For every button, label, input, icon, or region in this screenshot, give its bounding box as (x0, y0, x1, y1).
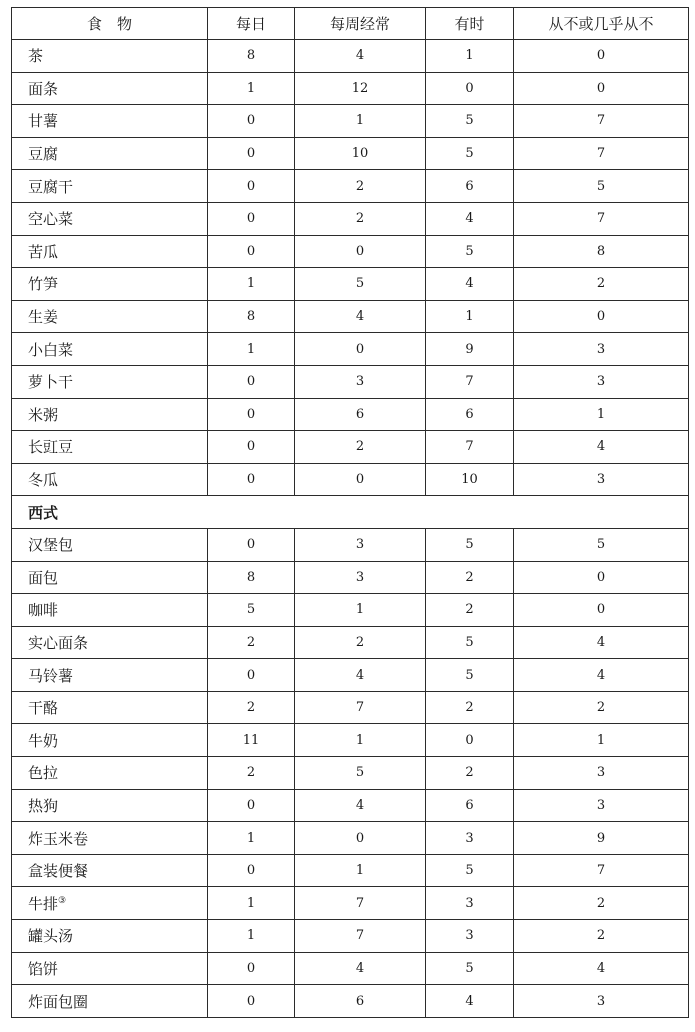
never-count-cell: 3 (514, 333, 689, 366)
table-row (12, 594, 689, 627)
daily-count-cell: 2 (208, 757, 295, 790)
table-row (12, 528, 689, 561)
section-row-western (12, 496, 689, 529)
sometimes-count-cell: 9 (426, 333, 514, 366)
table-row (12, 887, 689, 920)
food-name: 米粥 (28, 405, 59, 424)
sometimes-count-cell: 5 (426, 854, 514, 887)
sometimes-count-cell: 4 (426, 985, 514, 1018)
daily-count-cell: 8 (208, 40, 295, 73)
table-row (12, 431, 689, 464)
weekly-often-count-cell: 1 (295, 594, 426, 627)
food-name: 汉堡包 (28, 536, 74, 555)
table-row (12, 985, 689, 1018)
table-row (12, 789, 689, 822)
weekly-often-count-cell: 5 (295, 268, 426, 301)
table-row (12, 300, 689, 333)
food-name-cell (12, 137, 208, 170)
table-row (12, 40, 689, 73)
food-name: 长豇豆 (28, 438, 74, 457)
never-count-cell: 1 (514, 724, 689, 757)
food-name-cell (12, 300, 208, 333)
table-row (12, 463, 689, 496)
daily-count-cell: 0 (208, 952, 295, 985)
food-name-cell (12, 398, 208, 431)
sometimes-count-cell: 2 (426, 561, 514, 594)
daily-count-cell: 5 (208, 594, 295, 627)
never-count-cell: 2 (514, 268, 689, 301)
daily-count-cell: 0 (208, 137, 295, 170)
daily-count-cell: 1 (208, 822, 295, 855)
food-name-cell (12, 854, 208, 887)
weekly-often-count-cell: 2 (295, 626, 426, 659)
daily-count-cell: 8 (208, 561, 295, 594)
food-name-cell (12, 985, 208, 1018)
sometimes-count-cell: 0 (426, 72, 514, 105)
food-name-cell (12, 72, 208, 105)
never-count-cell: 2 (514, 920, 689, 953)
food-name: 面包 (28, 568, 59, 587)
daily-count-cell: 11 (208, 724, 295, 757)
food-name: 色拉 (28, 764, 59, 783)
weekly-often-count-cell: 12 (295, 72, 426, 105)
food-name-cell (12, 561, 208, 594)
table-row (12, 659, 689, 692)
weekly-often-count-cell: 0 (295, 822, 426, 855)
daily-count-cell: 0 (208, 985, 295, 1018)
table-row (12, 724, 689, 757)
food-name: 面条 (28, 79, 59, 98)
sometimes-count-cell: 4 (426, 202, 514, 235)
weekly-often-count-cell: 4 (295, 300, 426, 333)
sometimes-count-cell: 5 (426, 952, 514, 985)
weekly-often-count-cell: 6 (295, 985, 426, 1018)
weekly-often-count-cell: 0 (295, 235, 426, 268)
food-name: 干酪 (28, 699, 59, 718)
weekly-often-count-cell: 7 (295, 691, 426, 724)
food-name-cell (12, 920, 208, 953)
sometimes-count-cell: 5 (426, 235, 514, 268)
table-row (12, 105, 689, 138)
weekly-often-count-cell: 1 (295, 854, 426, 887)
food-name-cell (12, 887, 208, 920)
sometimes-count-cell: 2 (426, 594, 514, 627)
food-name: 盒装便餐 (28, 862, 89, 881)
food-name: 实心面条 (28, 633, 89, 652)
food-name: 牛奶 (28, 731, 59, 750)
never-count-cell: 0 (514, 40, 689, 73)
weekly-often-count-cell: 7 (295, 887, 426, 920)
weekly-often-count-cell: 3 (295, 528, 426, 561)
sometimes-count-cell: 2 (426, 691, 514, 724)
never-count-cell: 9 (514, 822, 689, 855)
food-name-cell (12, 952, 208, 985)
food-name: 炸玉米卷 (28, 829, 89, 848)
food-name-cell (12, 659, 208, 692)
weekly-often-count-cell: 6 (295, 398, 426, 431)
food-name-cell (12, 691, 208, 724)
weekly-often-count-cell: 3 (295, 561, 426, 594)
never-count-cell: 3 (514, 757, 689, 790)
table-row (12, 137, 689, 170)
daily-count-cell: 0 (208, 105, 295, 138)
sometimes-count-cell: 5 (426, 626, 514, 659)
never-count-cell: 1 (514, 398, 689, 431)
never-count-cell: 3 (514, 365, 689, 398)
sometimes-count-cell: 7 (426, 365, 514, 398)
daily-count-cell: 0 (208, 463, 295, 496)
food-name: 小白菜 (28, 340, 74, 359)
sometimes-count-cell: 5 (426, 659, 514, 692)
sometimes-count-cell: 6 (426, 398, 514, 431)
never-count-cell: 4 (514, 626, 689, 659)
never-count-cell: 0 (514, 300, 689, 333)
food-name: 咖啡 (28, 601, 59, 620)
daily-count-cell: 0 (208, 365, 295, 398)
table-row (12, 757, 689, 790)
never-count-cell: 5 (514, 528, 689, 561)
food-name-cell (12, 235, 208, 268)
food-name-cell (12, 170, 208, 203)
table-row (12, 365, 689, 398)
daily-count-cell: 0 (208, 202, 295, 235)
table-row (12, 398, 689, 431)
header-never-or-almost-never: 从不或几乎从不 (514, 8, 689, 40)
table-row (12, 202, 689, 235)
weekly-often-count-cell: 4 (295, 40, 426, 73)
weekly-often-count-cell: 5 (295, 757, 426, 790)
never-count-cell: 0 (514, 72, 689, 105)
weekly-often-count-cell: 10 (295, 137, 426, 170)
food-name: 冬瓜 (28, 471, 59, 490)
daily-count-cell: 0 (208, 528, 295, 561)
daily-count-cell: 0 (208, 789, 295, 822)
food-name-cell (12, 463, 208, 496)
sometimes-count-cell: 2 (426, 757, 514, 790)
sometimes-count-cell: 5 (426, 105, 514, 138)
weekly-often-count-cell: 0 (295, 463, 426, 496)
never-count-cell: 4 (514, 952, 689, 985)
header-daily: 每日 (208, 8, 295, 40)
food-name-cell (12, 40, 208, 73)
section-label: 西式 (12, 496, 689, 529)
sometimes-count-cell: 1 (426, 300, 514, 333)
footnote-marker: ③ (58, 895, 67, 906)
daily-count-cell: 1 (208, 72, 295, 105)
table-header (12, 8, 689, 40)
food-name-cell (12, 822, 208, 855)
never-count-cell: 7 (514, 854, 689, 887)
sometimes-count-cell: 6 (426, 170, 514, 203)
table-row (12, 333, 689, 366)
food-name: 牛排 (28, 894, 59, 913)
food-name: 生姜 (28, 308, 59, 327)
food-name: 竹笋 (28, 275, 59, 294)
food-name: 炸面包圈 (28, 992, 89, 1011)
table-body (12, 40, 689, 1018)
table-row (12, 822, 689, 855)
sometimes-count-cell: 5 (426, 137, 514, 170)
food-name-cell (12, 431, 208, 464)
never-count-cell: 7 (514, 202, 689, 235)
never-count-cell: 5 (514, 170, 689, 203)
food-name: 苦瓜 (28, 242, 59, 261)
weekly-often-count-cell: 0 (295, 333, 426, 366)
food-name-cell (12, 724, 208, 757)
weekly-often-count-cell: 4 (295, 789, 426, 822)
food-name-cell (12, 594, 208, 627)
food-frequency-table (11, 7, 689, 1018)
table-row (12, 561, 689, 594)
food-name: 空心菜 (28, 210, 74, 229)
daily-count-cell: 8 (208, 300, 295, 333)
daily-count-cell: 2 (208, 691, 295, 724)
daily-count-cell: 0 (208, 431, 295, 464)
header-row (12, 8, 689, 40)
table-row (12, 170, 689, 203)
daily-count-cell: 0 (208, 398, 295, 431)
food-name-cell (12, 757, 208, 790)
never-count-cell: 2 (514, 691, 689, 724)
never-count-cell: 4 (514, 659, 689, 692)
weekly-often-count-cell: 7 (295, 920, 426, 953)
never-count-cell: 2 (514, 887, 689, 920)
food-name-cell (12, 333, 208, 366)
never-count-cell: 7 (514, 137, 689, 170)
food-frequency-table-container (11, 7, 689, 1018)
table-row (12, 72, 689, 105)
table-row (12, 854, 689, 887)
daily-count-cell: 0 (208, 235, 295, 268)
never-count-cell: 7 (514, 105, 689, 138)
never-count-cell: 8 (514, 235, 689, 268)
weekly-often-count-cell: 2 (295, 202, 426, 235)
food-name: 豆腐 (28, 145, 59, 164)
never-count-cell: 4 (514, 431, 689, 464)
food-name: 罐头汤 (28, 927, 74, 946)
food-name-cell (12, 626, 208, 659)
sometimes-count-cell: 1 (426, 40, 514, 73)
daily-count-cell: 0 (208, 659, 295, 692)
never-count-cell: 0 (514, 561, 689, 594)
daily-count-cell: 1 (208, 268, 295, 301)
table-row (12, 235, 689, 268)
sometimes-count-cell: 4 (426, 268, 514, 301)
never-count-cell: 3 (514, 985, 689, 1018)
header-sometimes: 有时 (426, 8, 514, 40)
daily-count-cell: 1 (208, 920, 295, 953)
weekly-often-count-cell: 2 (295, 170, 426, 203)
weekly-often-count-cell: 3 (295, 365, 426, 398)
daily-count-cell: 2 (208, 626, 295, 659)
header-weekly-often: 每周经常 (295, 8, 426, 40)
never-count-cell: 3 (514, 463, 689, 496)
table-row (12, 691, 689, 724)
food-name: 热狗 (28, 796, 59, 815)
table-row (12, 920, 689, 953)
food-name: 茶 (28, 47, 44, 66)
food-name: 甘薯 (28, 112, 59, 131)
sometimes-count-cell: 0 (426, 724, 514, 757)
header-food: 食 物 (12, 8, 208, 40)
food-name: 豆腐干 (28, 177, 74, 196)
table-row (12, 268, 689, 301)
sometimes-count-cell: 10 (426, 463, 514, 496)
daily-count-cell: 0 (208, 170, 295, 203)
sometimes-count-cell: 7 (426, 431, 514, 464)
food-name: 马铃薯 (28, 666, 74, 685)
sometimes-count-cell: 5 (426, 528, 514, 561)
weekly-often-count-cell: 1 (295, 105, 426, 138)
weekly-often-count-cell: 4 (295, 952, 426, 985)
never-count-cell: 3 (514, 789, 689, 822)
food-name-cell (12, 268, 208, 301)
weekly-often-count-cell: 2 (295, 431, 426, 464)
table-row (12, 952, 689, 985)
food-name-cell (12, 365, 208, 398)
sometimes-count-cell: 6 (426, 789, 514, 822)
daily-count-cell: 0 (208, 854, 295, 887)
weekly-often-count-cell: 1 (295, 724, 426, 757)
sometimes-count-cell: 3 (426, 822, 514, 855)
food-name-cell (12, 105, 208, 138)
daily-count-cell: 1 (208, 333, 295, 366)
table-row (12, 626, 689, 659)
weekly-often-count-cell: 4 (295, 659, 426, 692)
food-name: 馅饼 (28, 959, 59, 978)
food-name-cell (12, 528, 208, 561)
sometimes-count-cell: 3 (426, 887, 514, 920)
never-count-cell: 0 (514, 594, 689, 627)
food-name: 萝卜干 (28, 373, 74, 392)
food-name-cell (12, 202, 208, 235)
sometimes-count-cell: 3 (426, 920, 514, 953)
food-name-cell (12, 789, 208, 822)
daily-count-cell: 1 (208, 887, 295, 920)
